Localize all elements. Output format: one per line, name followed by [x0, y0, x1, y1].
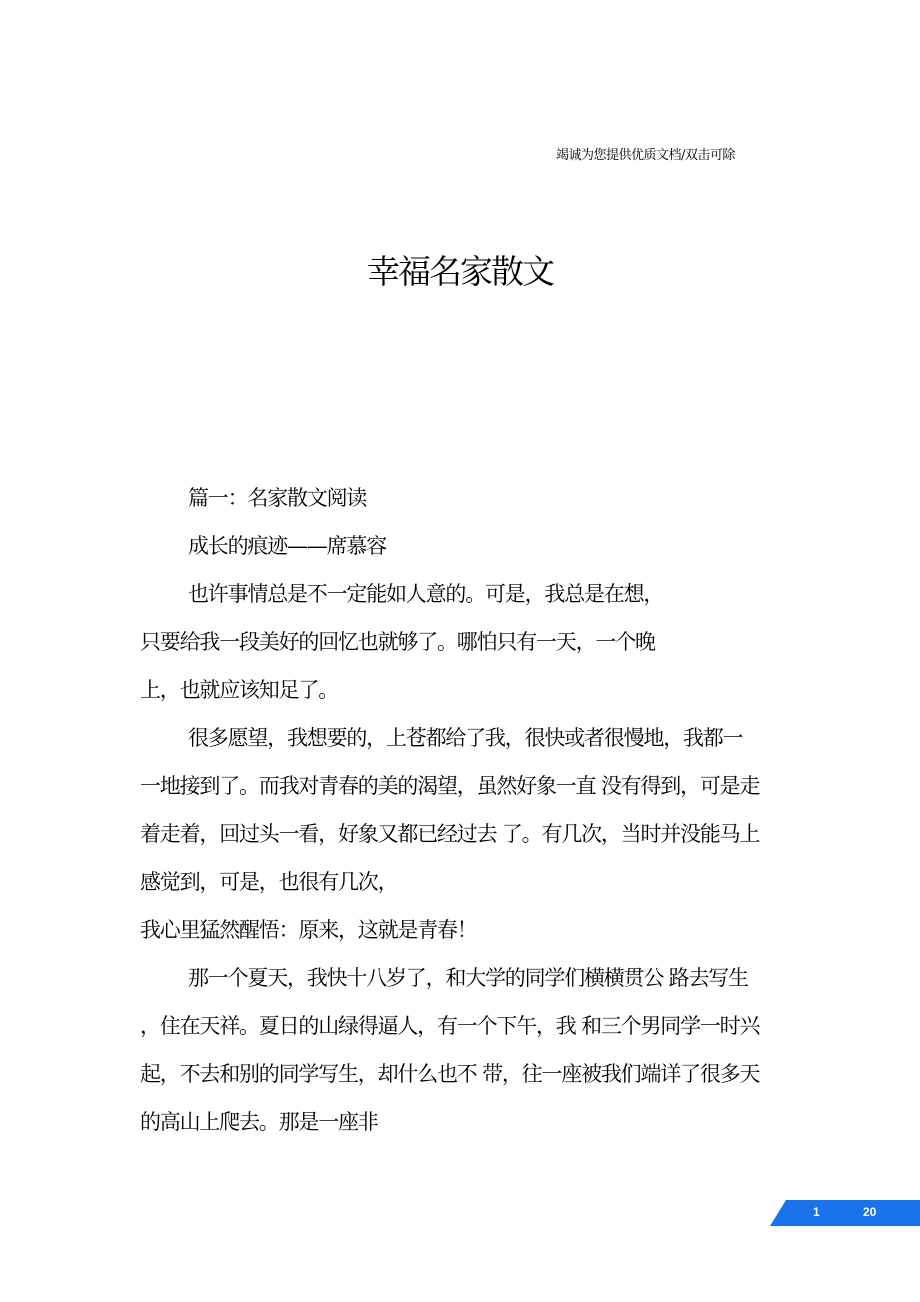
body-line: 成长的痕迹——席慕容 — [188, 534, 386, 558]
body-line: 上，也就应该知足了。 — [140, 678, 338, 702]
page-number-badge — [770, 1200, 920, 1226]
body-line: 起，不去和别的同学写生，却什么也不 带，往一座被我们端详了很多天 — [140, 1062, 760, 1086]
total-page-count: 20 — [863, 1205, 877, 1219]
document-title: 幸福名家散文 — [367, 252, 553, 291]
body-line: 只要给我一段美好的回忆也就够了。哪怕只有一天，一个晚 — [140, 630, 655, 654]
document-body — [140, 474, 780, 1146]
header-note: 竭诚为您提供优质文档/双击可除 — [556, 148, 735, 163]
current-page-number: 1 — [813, 1205, 820, 1219]
body-line: 篇一：名家散文阅读 — [188, 486, 367, 510]
body-line: 那一个夏天，我快十八岁了，和大学的同学们横横贯公 路去写生 — [188, 966, 748, 990]
page-badge-background — [770, 1200, 920, 1226]
body-line: 很多愿望，我想要的，上苍都给了我，很快或者很慢地，我都一 — [188, 726, 743, 750]
body-line: 我心里猛然醒悟：原来，这就是青春！ — [140, 918, 477, 942]
body-line: 一地接到了。而我对青春的美的渴望，虽然好象一直 没有得到，可是走 — [140, 774, 760, 798]
body-line: 感觉到，可是，也很有几次， — [140, 870, 398, 894]
body-line: 着走着，回过头一看，好象又都已经过去 了。有几次，当时并没能马上 — [140, 822, 760, 846]
body-line: ，住在天祥。夏日的山绿得逼人，有一个下午，我 和三个男同学一时兴 — [140, 1014, 760, 1038]
body-line: 也许事情总是不一定能如人意的。可是，我总是在想， — [188, 582, 664, 606]
body-line: 的高山上爬去。那是一座非 — [140, 1110, 378, 1134]
